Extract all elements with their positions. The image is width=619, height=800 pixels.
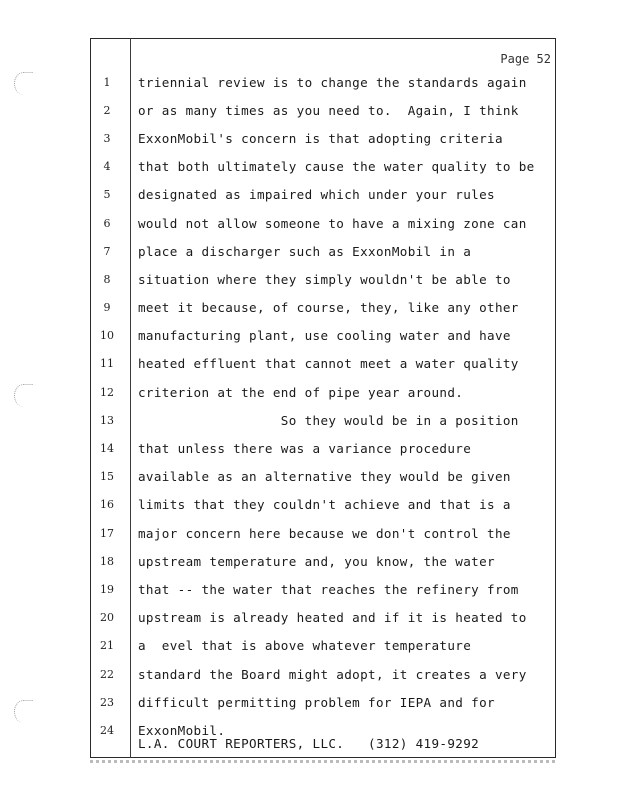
punch-hole-mark (14, 72, 33, 95)
transcript-line (92, 294, 552, 322)
line-number: 9 (103, 301, 111, 315)
transcript-line (92, 96, 552, 124)
line-text: available as an alternative they would be given (138, 469, 511, 485)
line-number: 6 (103, 216, 111, 230)
transcript-line (92, 322, 552, 350)
line-number: 24 (100, 723, 114, 737)
transcript-line (92, 575, 552, 603)
line-text: standard the Board might adopt, it creates a very (138, 666, 527, 682)
line-number: 1 (103, 75, 111, 89)
transcript-line (92, 265, 552, 293)
punch-hole-mark (14, 700, 33, 723)
line-text: manufacturing plant, use cooling water and have (138, 328, 511, 344)
punch-hole-mark (14, 384, 33, 407)
transcript-line (92, 547, 552, 575)
line-text: that both ultimately cause the water quality to be (138, 159, 535, 175)
line-text: criterion at the end of pipe year around. (138, 384, 464, 400)
line-text: a evel that is above whatever temperature (138, 638, 472, 654)
transcript-line (92, 604, 552, 632)
scan-edge-artifact (90, 760, 556, 763)
transcript-lines (92, 68, 552, 745)
line-number: 15 (100, 470, 114, 484)
page-number: Page 52 (500, 52, 551, 66)
line-text: ExxonMobil. (138, 722, 226, 738)
transcript-line (92, 491, 552, 519)
line-number: 3 (103, 131, 111, 145)
transcript-line (92, 209, 552, 237)
line-text: upstream is already heated and if it is heated to (138, 610, 527, 626)
line-number: 4 (103, 160, 111, 174)
transcript-line (92, 378, 552, 406)
line-number: 10 (100, 329, 114, 343)
line-text: heated effluent that cannot meet a water quality (138, 356, 519, 372)
line-text: situation where they simply wouldn't be able to (138, 271, 511, 287)
line-number: 11 (100, 357, 114, 371)
transcript-line (92, 181, 552, 209)
line-text: triennial review is to change the standards again (138, 74, 527, 90)
transcript-line (92, 434, 552, 462)
line-text: limits that they couldn't achieve and that is a (138, 497, 511, 513)
line-text: upstream temperature and, you know, the water (138, 553, 495, 569)
transcript-line (92, 519, 552, 547)
line-text: that unless there was a variance procedure (138, 441, 472, 457)
transcript-line (92, 406, 552, 434)
transcript-line (92, 68, 552, 96)
line-number: 8 (103, 272, 111, 286)
line-number: 7 (103, 244, 111, 258)
line-number: 21 (100, 639, 114, 653)
line-text: meet it because, of course, they, like any other (138, 300, 519, 316)
line-text: that -- the water that reaches the refinery from (138, 581, 519, 597)
court-reporter-footer: L.A. COURT REPORTERS, LLC. (312) 419-9292 (138, 736, 480, 751)
line-text: or as many times as you need to. Again, I think (138, 102, 519, 118)
line-number: 14 (100, 442, 114, 456)
transcript-line (92, 124, 552, 152)
line-number: 5 (103, 188, 111, 202)
transcript-line (92, 350, 552, 378)
transcript-line (92, 237, 552, 265)
line-number: 22 (100, 667, 114, 681)
line-number: 23 (100, 695, 114, 709)
transcript-line (92, 153, 552, 181)
line-number: 19 (100, 582, 114, 596)
transcript-line (92, 463, 552, 491)
line-number: 20 (100, 611, 114, 625)
line-text: ExxonMobil's concern is that adopting criteria (138, 130, 503, 146)
line-text: difficult permitting problem for IEPA and for (138, 694, 495, 710)
line-text: place a discharger such as ExxonMobil in a (138, 243, 472, 259)
line-text: would not allow someone to have a mixing zone can (138, 215, 527, 231)
transcript-line (92, 660, 552, 688)
line-number: 18 (100, 554, 114, 568)
line-number: 12 (100, 385, 114, 399)
line-text: major concern here because we don't control the (138, 525, 511, 541)
line-text: designated as impaired which under your rules (138, 187, 495, 203)
line-number: 16 (100, 498, 114, 512)
transcript-line (92, 632, 552, 660)
transcript-line (92, 688, 552, 716)
line-number: 17 (100, 526, 114, 540)
line-text: So they would be in a position (138, 412, 519, 428)
line-number: 2 (103, 103, 111, 117)
line-number: 13 (100, 413, 114, 427)
